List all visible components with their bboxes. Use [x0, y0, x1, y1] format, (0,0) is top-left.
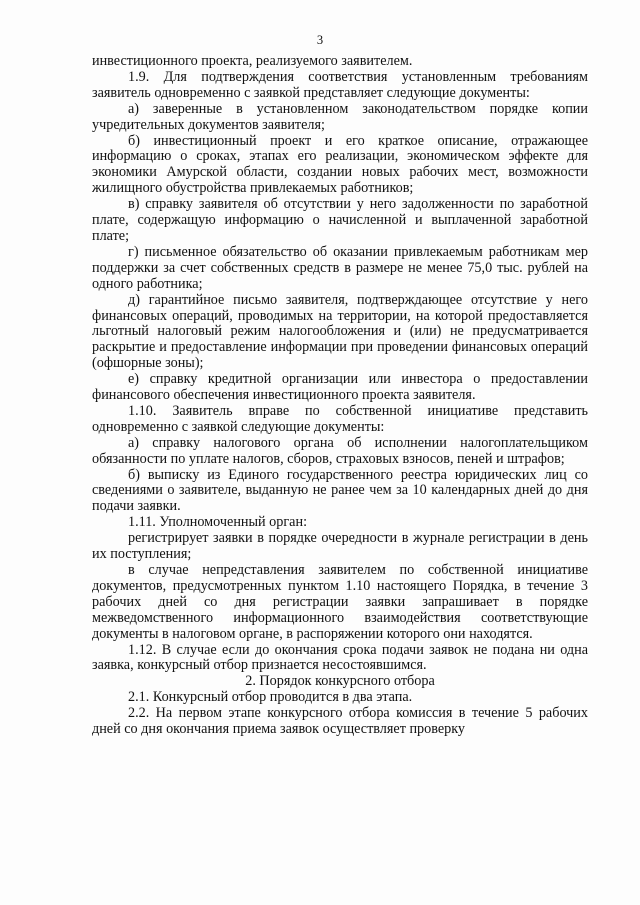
section-heading: 2. Порядок конкурсного отбора — [245, 673, 435, 690]
paragraph: 2.1. Конкурсный отбор проводится в два этапа. — [128, 689, 413, 706]
paragraph: регистрирует заявки в порядке очередности в журнале регистрации в день их поступления; — [92, 530, 588, 563]
paragraph: б) выписку из Единого государственного реестра юридических лиц со сведениями о заявителе, выданную не ранее чем за 10 календарных дней до дня подачи заявки. — [92, 466, 588, 515]
paragraph: г) письменное обязательство об оказании привлекаемым работникам мер поддержки за счет собственных средств в размере не менее 75,0 тыс. рублей на одного работника; — [92, 243, 588, 292]
paragraph: 1.9. Для подтверждения соответствия установленным требованиям заявитель одновременно с заявкой представляет следующие документы: — [92, 68, 588, 101]
page-number: 3 — [316, 33, 324, 47]
paragraph: инвестиционного проекта, реализуемого заявителем. — [92, 53, 413, 69]
paragraph: 2.2. На первом этапе конкурсного отбора комиссия в течение 5 рабочих дней со дня окончания приема заявок осуществляет проверку — [92, 705, 588, 738]
paragraph: б) инвестиционный проект и его краткое описание, отражающее информацию о сроках, этапах его реализации, экономическом эффекте для экономики Амурской области, создании новых рабочих мест, возможности жилищного обустройства привлекаемых работников; — [92, 132, 588, 197]
paragraph: е) справку кредитной организации или инвестора о предоставлении финансового обеспечения инвестиционного проекта заявителя. — [92, 371, 588, 404]
paragraph: 1.12. В случае если до окончания срока подачи заявок не подана ни одна заявка, конкурсный отбор признается несостоявшимся. — [92, 641, 588, 674]
body-text — [92, 54, 588, 738]
paragraph: в) справку заявителя об отсутствии у него задолженности по заработной плате, содержащую информацию о начисленной и выплаченной заработной плате; — [92, 196, 588, 244]
paragraph: 1.10. Заявитель вправе по собственной инициативе представить одновременно с заявкой следующие документы: — [92, 402, 588, 435]
paragraph: в случае непредставления заявителем по собственной инициативе документов, предусмотренных пунктом 1.10 настоящего Порядка, в течение 3 рабочих дней со дня регистрации заявки запрашивает в порядке межведомственного информационного взаимодействия соответствующие документы в налоговом органе, в распоряжении которого они находятся. — [92, 562, 588, 642]
paragraph: а) справку налогового органа об исполнении налогоплательщиком обязанности по уплате налогов, сборов, страховых взносов, пеней и штрафов; — [92, 434, 588, 467]
paragraph: д) гарантийное письмо заявителя, подтверждающее отсутствие у него финансовых операций, проводимых на территории, на которой предоставляется льготный налоговый режим налогообложения и (или) не предусматривается раскрытие и предоставление информации при проведении финансовых операций (офшорные зоны); — [92, 291, 588, 372]
paragraph: 1.11. Уполномоченный орган: — [128, 514, 308, 531]
paragraph: а) заверенные в установленном законодательством порядке копии учредительных документов заявителя; — [92, 100, 588, 133]
